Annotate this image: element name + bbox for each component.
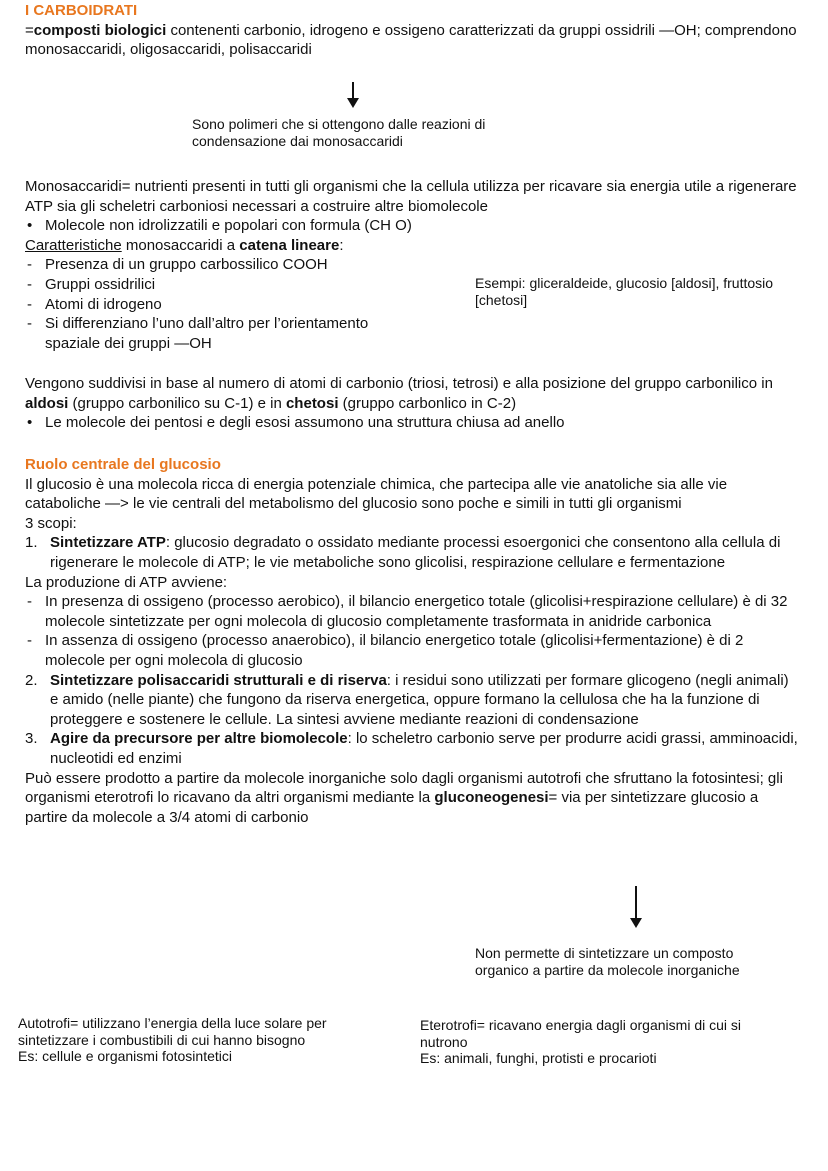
n: 1. (25, 534, 38, 552)
n: 2. (25, 671, 38, 689)
eterotrofi-def: Eterotrofi= ricavano energia dagli organismi di cui si nutrono (420, 1017, 741, 1050)
suddivisione-section (25, 374, 805, 433)
t: : lo scheletro carbonio serve per produrre acidi grassi, amminoacidi, nucleotidi ed enzimi (50, 730, 798, 767)
caratteristiche-heading (25, 236, 805, 256)
intro-text (25, 21, 805, 60)
t: (gruppo carbonlico in C-2) (338, 394, 517, 412)
n: 3. (25, 730, 38, 748)
ruolo-p1: Il glucosio è una molecola ricca di energia potenziale chimica, che partecipa alle vie anatoliche sia alle vie cataboliche —> le vie centrali del metabolismo del glucosio sono poche e simili in tutti gli organismi (25, 475, 728, 513)
eterotrofi-note (420, 1017, 750, 1067)
scopo-1 (25, 533, 800, 572)
t: Vengono suddivisi in base al numero di atomi di carbonio (triosi, tetrosi) e alla posizione del gruppo carbonilico in (25, 375, 773, 392)
mono-bullet: • Molecole non idrolizzatili e popolari con formula (CH O) (25, 216, 805, 236)
suddivisione-text (25, 374, 805, 413)
t: (gruppo carbonilico su C-1) e in (68, 394, 286, 412)
t: Può essere prodotto a partire da molecole inorganiche solo dagli organismi autotrofi che sfruttano la fotosintesi; gli organismi eterotrofi lo ricavano da altri organismi mediante la (25, 769, 783, 807)
autotrofi-es: Es: cellule e organismi fotosintetici (18, 1048, 232, 1064)
ruolo-p2: 3 scopi: (25, 514, 77, 532)
gluconeogenesi-bold: gluconeogenesi (434, 789, 549, 807)
car-bold: catena lineare (239, 236, 340, 254)
intro-section (25, 1, 805, 60)
anello-bullet: • Le molecole dei pentosi e degli esosi assumono una struttura chiusa ad anello (25, 413, 805, 433)
ruolo-section (25, 455, 800, 827)
b: Agire da precursore per altre biomolecole (50, 730, 348, 748)
list-item: - In assenza di ossigeno (processo anaerobico), il bilancio energetico totale (glicolisi+fermentazione) è di 2 molecole per ogni molecola di glucosio (25, 631, 800, 670)
t: : glucosio degradato o ossidato mediante processi esoergonici che consentono alla cellula di rigenerare le molecole di ATP; le vie metaboliche sono glicolisi, respirazione cellulare e fermentazione (50, 534, 781, 571)
t: : i residui sono utilizzati per formare glicogeno (negli animali) e amido (nelle piante) che fungono da riserva energetica, oppure formano la cellulosa che ha la funzione di proteggere e sostenere le cellule. La sintesi avviene mediante reazioni di condensazione (50, 671, 789, 728)
aldosi-bold: aldosi (25, 394, 69, 412)
list-item: - Gruppi ossidrilici (25, 275, 425, 295)
ruolo-heading: Ruolo centrale del glucosio (25, 456, 221, 473)
intro-rest: contenenti carbonio, idrogeno e ossigeno caratterizzati da gruppi ossidrili —OH; comprendono monosaccaridi, oligosaccaridi, polisaccaridi (25, 21, 797, 59)
mono-definition: Monosaccaridi= nutrienti presenti in tutti gli organismi che la cellula utilizza per ricavare sia energia utile a rigenerare ATP sia gli scheletri carboniosi necessari a costruire altre biomolecole (25, 178, 797, 215)
list-item: - In presenza di ossigeno (processo aerobico), il bilancio energetico totale (glicolisi+respirazione cellulare) è di 32 molecole sintetizzate per ogni molecola di glucosio completamente trasformata in anidride carbonica (25, 592, 800, 631)
ruolo-p3 (25, 769, 800, 828)
list-item: - Si differenziano l’uno dall’altro per l’orientamento spaziale dei gruppi —OH (25, 314, 425, 353)
autotrofi-note (18, 1015, 348, 1065)
esempi-note: Esempi: gliceraldeide, glucosio [aldosi], fruttosio [chetosi] (475, 275, 774, 308)
note-non-permette: Non permette di sintetizzare un composto organico a partire da molecole inorganiche (475, 945, 740, 978)
car-mid: monosaccaridi a (121, 236, 240, 254)
eterotrofi-es: Es: animali, funghi, protisti e procarioti (420, 1050, 657, 1066)
b: Sintetizzare ATP (50, 534, 166, 552)
car-underlined: Caratteristiche (25, 236, 122, 254)
autotrofi-def: Autotrofi= utilizzano l’energia della luce solare per sintetizzare i combustibili di cui hanno bisogno (18, 1015, 327, 1048)
chetosi-bold: chetosi (285, 394, 339, 412)
produzione-atp: La produzione di ATP avviene: (25, 573, 228, 591)
note-polimeri: Sono polimeri che si ottengono dalle reazioni di condensazione dai monosaccaridi (192, 116, 486, 149)
scopo-2 (25, 671, 800, 730)
intro-bold: composti biologici (33, 21, 167, 39)
scopo-3 (25, 729, 800, 768)
car-end: : (339, 236, 344, 254)
arrow-down-icon (635, 886, 637, 926)
list-item: - Presenza di un gruppo carbossilico COOH (25, 255, 425, 275)
monosaccaridi-section (25, 177, 805, 353)
list-item: - Atomi di idrogeno (25, 295, 425, 315)
t: = via per sintetizzare glucosio a partire da molecole a 3/4 atomi di carbonio (25, 789, 759, 826)
eq-sign: = (25, 21, 34, 39)
arrow-down-icon (352, 82, 354, 106)
page-title: I CARBOIDRATI (25, 2, 138, 19)
b: Sintetizzare polisaccaridi strutturali e di riserva (50, 671, 387, 689)
